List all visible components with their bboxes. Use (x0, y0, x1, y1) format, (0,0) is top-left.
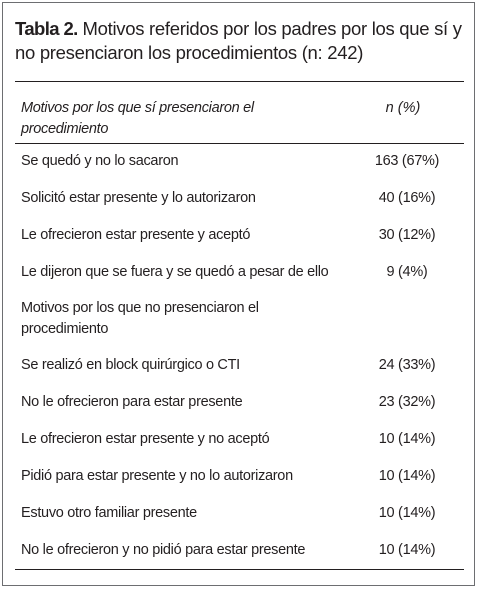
row-value: 10 (14%) (378, 542, 436, 558)
row-value: 9 (4%) (386, 264, 428, 280)
row-value: 10 (14%) (378, 431, 436, 447)
row-value: 30 (12%) (378, 227, 436, 243)
row-label: Le ofrecieron estar presente y no aceptó (21, 431, 270, 447)
row-label: Estuvo otro familiar presente (21, 505, 197, 521)
table-number: Tabla 2. (15, 18, 78, 39)
top-rule (15, 81, 464, 82)
row-label: Pidió para estar presente y no lo autorizaron (21, 468, 293, 484)
row-value: 40 (16%) (378, 190, 436, 206)
row-label: Le ofrecieron estar presente y aceptó (21, 227, 251, 243)
caption-text: Motivos referidos por los padres por los que sí y no presenciaron los procedimientos (n: 242) (15, 18, 462, 63)
row-value: 23 (32%) (378, 394, 436, 410)
table-frame (2, 2, 475, 586)
row-value: 163 (67%) (374, 153, 440, 169)
row-label: No le ofrecieron para estar presente (21, 394, 243, 410)
row-value: 24 (33%) (378, 357, 436, 373)
row-value: 10 (14%) (378, 505, 436, 521)
section-label-not-present: Motivos por los que no presenciaron el procedimiento (21, 300, 259, 337)
column-header-reasons: Motivos por los que sí presenciaron el procedimiento (21, 100, 254, 137)
row-label: Solicitó estar presente y lo autorizaron (21, 190, 256, 206)
column-header-count: n (%) (385, 100, 421, 116)
row-value: 10 (14%) (378, 468, 436, 484)
header-rule (15, 143, 464, 144)
row-label: Se realizó en block quirúrgico o CTI (21, 357, 240, 373)
row-label: No le ofrecieron y no pidió para estar presente (21, 542, 306, 558)
row-label: Le dijeron que se fuera y se quedó a pesar de ello (21, 264, 329, 280)
bottom-rule (15, 569, 464, 570)
table-caption (15, 17, 470, 65)
row-label: Se quedó y no lo sacaron (21, 153, 179, 169)
